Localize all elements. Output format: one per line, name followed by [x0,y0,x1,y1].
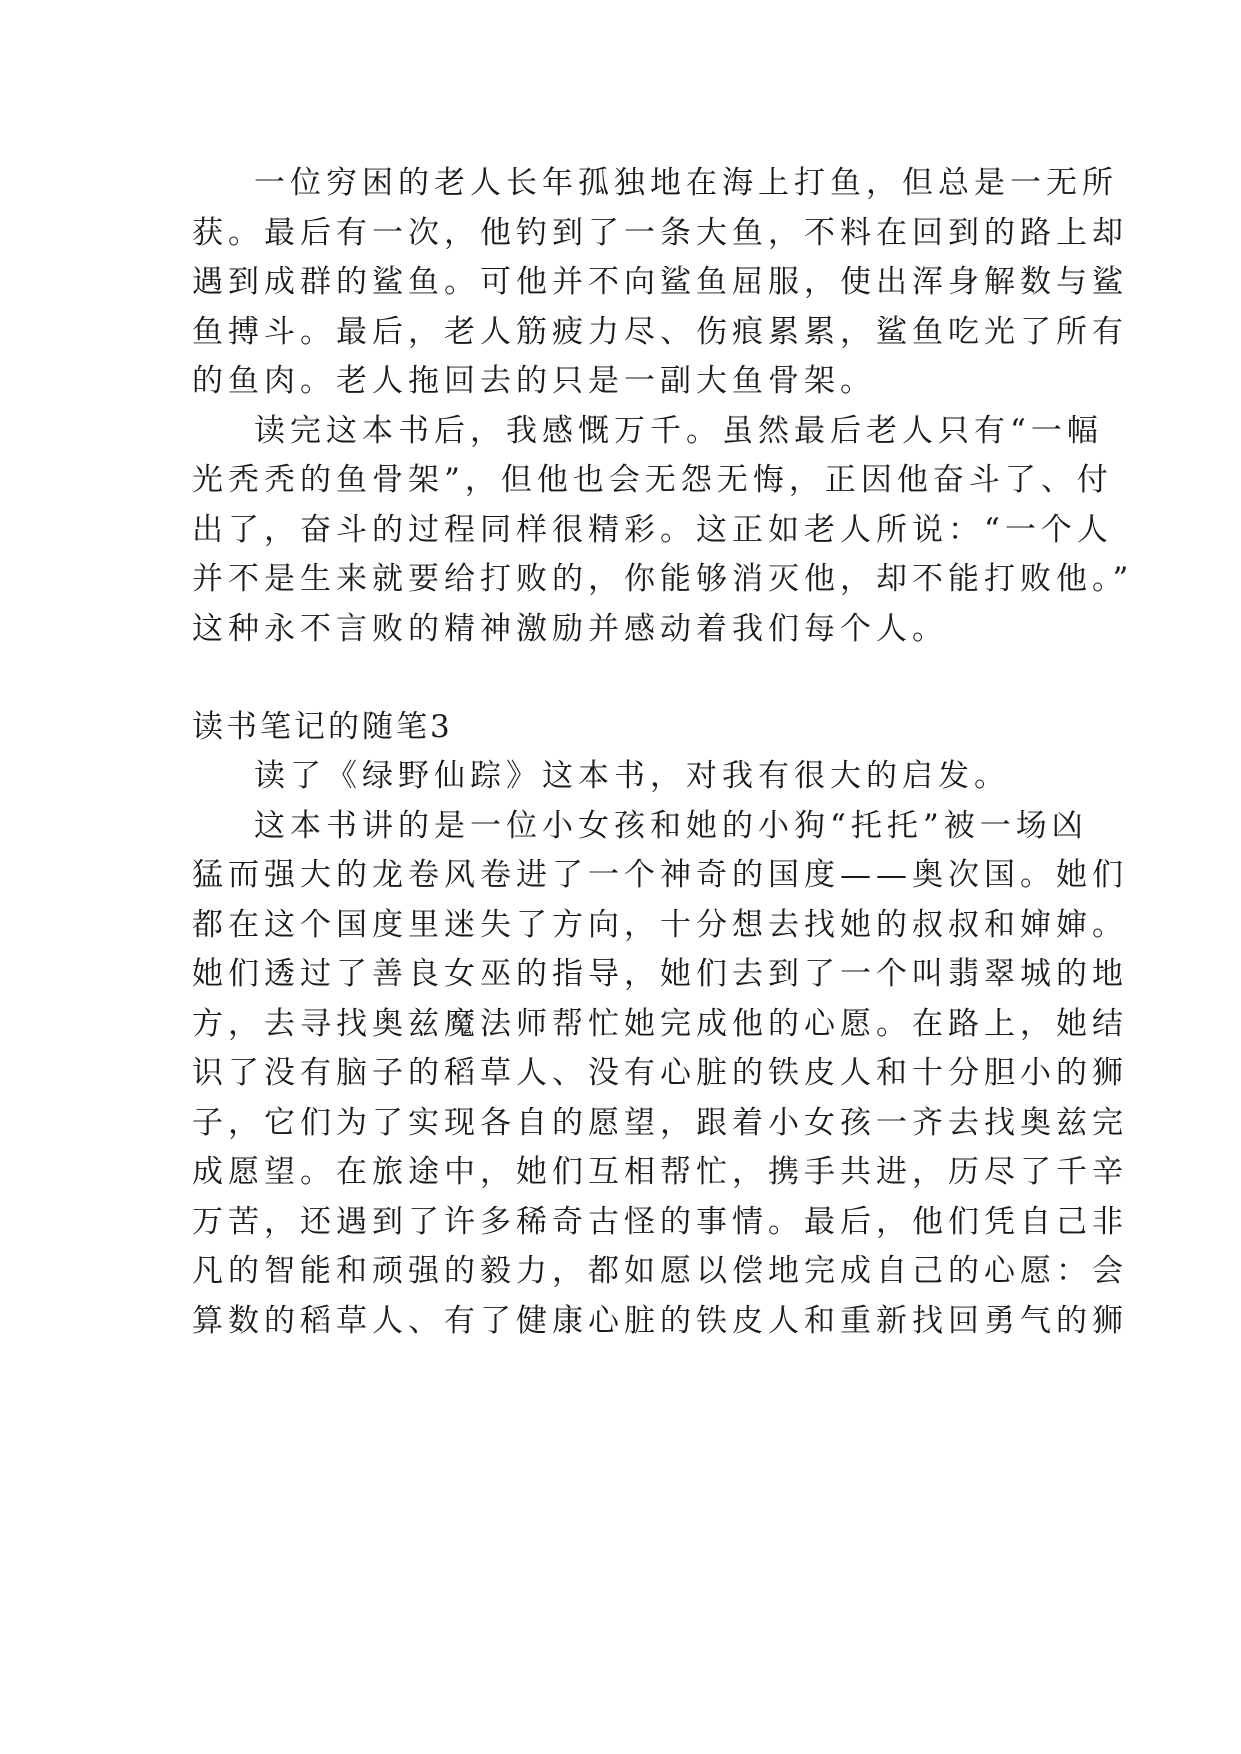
paragraph-line: 子，它们为了实现各自的愿望，跟着小女孩一齐去找奥兹完 [192,1105,1128,1141]
paragraph-line: 万苦，还遇到了许多稀奇古怪的事情。最后，他们凭自己非 [192,1204,1128,1240]
paragraph-line: 识了没有脑子的稻草人、没有心脏的铁皮人和十分胆小的狮 [192,1055,1128,1091]
paragraph-line: 出了，奋斗的过程同样很精彩。这正如老人所说：“一个人 [192,512,1113,548]
paragraph-line: 方，去寻找奥兹魔法师帮忙她完成他的心愿。在路上，她结 [192,1006,1128,1042]
paragraph-line: 成愿望。在旅途中，她们互相帮忙，携手共进，历尽了千辛 [192,1154,1128,1190]
paragraph-line: 这本书讲的是一位小女孩和她的小狗“托托”被一场凶 [254,808,1088,844]
paragraph-line: 都在这个国度里迷失了方向，十分想去找她的叔叔和婶婶。 [192,907,1128,943]
paragraph-line: 读了《绿野仙踪》这本书，对我有很大的启发。 [254,758,1010,794]
paragraph-line: 算数的稻草人、有了健康心脏的铁皮人和重新找回勇气的狮 [192,1303,1128,1339]
paragraph-line: 她们透过了善良女巫的指导，她们去到了一个叫翡翠城的地 [192,956,1128,992]
paragraph-line: 鱼搏斗。最后，老人筋疲力尽、伤痕累累，鲨鱼吃光了所有 [192,314,1128,350]
paragraph-line: 凡的智能和顽强的毅力，都如愿以偿地完成自己的心愿：会 [192,1253,1128,1289]
section-title: 读书笔记的随笔3 [192,709,453,745]
paragraph-line: 光秃秃的鱼骨架”，但他也会无怨无悔，正因他奋斗了、付 [192,462,1113,498]
paragraph-line: 遇到成群的鲨鱼。可他并不向鲨鱼屈服，使出浑身解数与鲨 [192,264,1128,300]
paragraph-line: 的鱼肉。老人拖回去的只是一副大鱼骨架。 [192,363,876,399]
paragraph-line: 并不是生来就要给打败的，你能够消灭他，却不能打败他。” [192,561,1134,597]
paragraph-line: 猛而强大的龙卷风卷进了一个神奇的国度——奥次国。她们 [192,857,1128,893]
paragraph-line: 获。最后有一次，他钓到了一条大鱼，不料在回到的路上却 [192,215,1128,251]
paragraph-line: 这种永不言败的精神激励并感动着我们每个人。 [192,611,948,647]
paragraph-line: 读完这本书后，我感慨万千。虽然最后老人只有“一幅 [254,413,1103,449]
paragraph-line: 一位穷困的老人长年孤独地在海上打鱼，但总是一无所 [254,165,1118,201]
